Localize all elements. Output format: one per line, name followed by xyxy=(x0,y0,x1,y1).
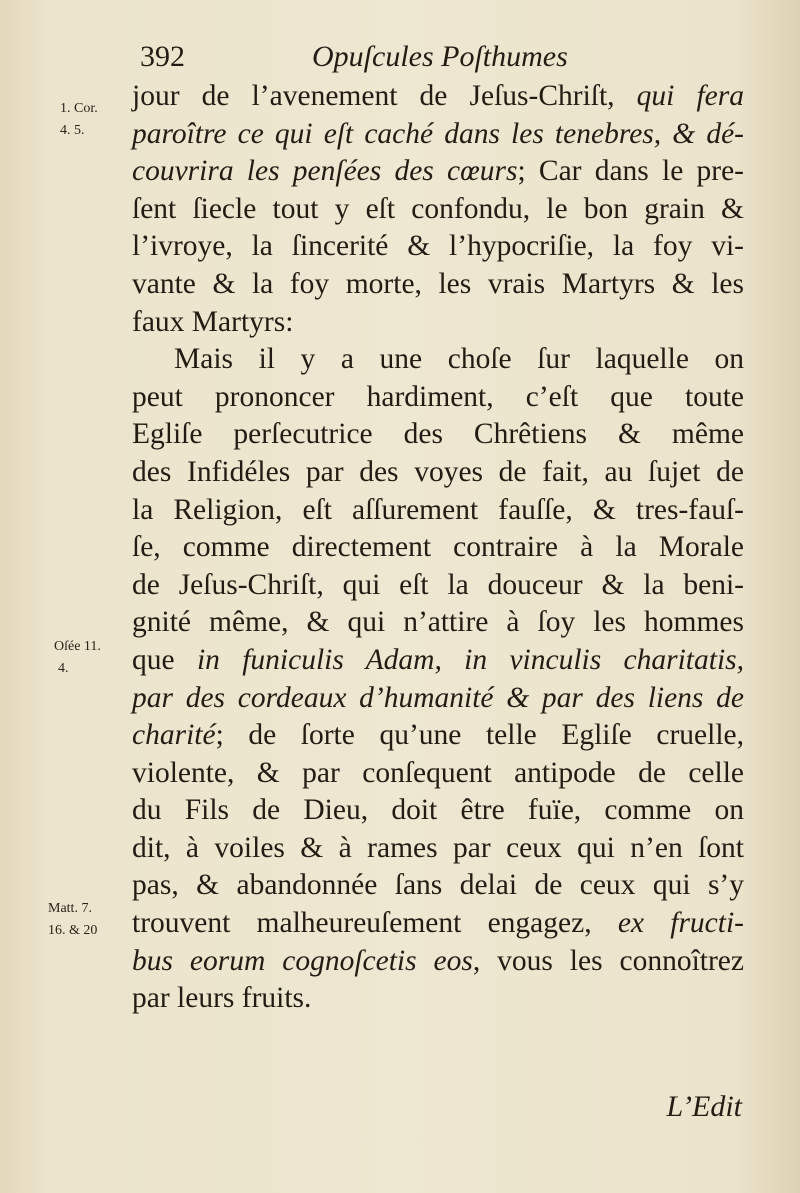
roman-text: ſe, comme directement contraire à la Morale xyxy=(132,531,744,564)
text-line xyxy=(132,379,744,417)
page-number: 392 xyxy=(140,40,185,73)
text-line xyxy=(132,78,744,116)
roman-text: ; de ſorte qu’une telle Egliſe cruelle, xyxy=(215,719,744,752)
page-header xyxy=(140,40,740,80)
roman-text: ; Car dans le pre- xyxy=(517,155,744,188)
margin-note-line: Oſée 11. xyxy=(54,639,101,654)
text-line xyxy=(132,717,744,755)
italic-text: charité xyxy=(132,719,216,752)
roman-text: dit, à voiles & à rames par ceux qui n’en ſont xyxy=(132,831,744,864)
text-line xyxy=(132,567,744,605)
roman-text: par leurs fruits. xyxy=(132,982,312,1015)
text-line xyxy=(132,604,744,642)
text-line xyxy=(132,943,744,981)
roman-text: peut prononcer hardiment, c’eſt que toute xyxy=(132,380,744,413)
roman-text: pas, & abandonnée ſans delai de ceux qui s’y xyxy=(132,869,744,902)
text-line xyxy=(132,416,744,454)
margin-note-line: 4. 5. xyxy=(60,123,85,138)
roman-text: des Infidéles par des voyes de fait, au ſujet de xyxy=(132,455,744,488)
text-line xyxy=(132,454,744,492)
text-line xyxy=(132,830,744,868)
italic-text: couvrira les penſées des cœurs xyxy=(132,155,518,188)
roman-text: l’ivroye, la ſincerité & l’hypocriſie, la foy vi- xyxy=(132,230,744,263)
roman-text: trouvent malheureuſement engagez, xyxy=(132,907,618,940)
roman-text: jour de l’avenement de Jeſus-Chriſt, xyxy=(132,80,637,112)
margin-note-cor xyxy=(60,98,98,142)
italic-text: qui fera xyxy=(636,80,744,112)
margin-note-line: 1. Cor. xyxy=(60,101,98,116)
text-line xyxy=(132,867,744,905)
roman-text: vante & la foy morte, les vrais Martyrs & les xyxy=(132,267,744,300)
roman-text: , vous les connoîtrez xyxy=(472,944,744,977)
text-line xyxy=(132,980,744,1018)
roman-text: violente, & par conſequent antipode de celle xyxy=(132,756,744,789)
roman-text: faux Martyrs: xyxy=(132,305,294,338)
italic-text: paroître ce qui eſt caché dans les tenebres, & dé- xyxy=(132,117,744,150)
roman-text: que xyxy=(132,643,197,676)
text-line xyxy=(132,755,744,793)
text-line xyxy=(132,266,744,304)
roman-text: la Religion, eſt aſſurement fauſſe, & tres-fauſ- xyxy=(132,493,744,526)
running-title: Opuſcules Poſthumes xyxy=(312,40,568,73)
text-line xyxy=(132,792,744,830)
margin-note-osee xyxy=(54,636,101,680)
text-line xyxy=(132,304,744,342)
margin-note-matt xyxy=(48,898,97,942)
roman-text: de Jeſus-Chriſt, qui eſt la douceur & la beni- xyxy=(132,568,744,601)
text-line xyxy=(132,228,744,266)
catchword: L’Edit xyxy=(666,1090,742,1123)
text-line xyxy=(132,341,744,379)
roman-text: du Fils de Dieu, doit être fuïe, comme on xyxy=(132,794,744,827)
text-line xyxy=(132,492,744,530)
roman-text: ſent ſiecle tout y eſt confondu, le bon grain & xyxy=(132,192,744,225)
roman-text: Mais il y a une choſe ſur laquelle on xyxy=(174,343,744,376)
text-line xyxy=(132,680,744,718)
text-line xyxy=(132,191,744,229)
text-line xyxy=(132,529,744,567)
roman-text: Egliſe perſecutrice des Chrêtiens & même xyxy=(132,418,744,451)
roman-text: gnité même, & qui n’attire à ſoy les hommes xyxy=(132,606,744,639)
italic-text: in funiculis Adam, in vinculis charitatis, xyxy=(196,643,745,676)
text-line xyxy=(132,116,744,154)
italic-text: par des cordeaux d’humanité & par des liens de xyxy=(132,681,744,714)
italic-text: bus eorum cognoſcetis eos xyxy=(132,944,473,977)
body-text xyxy=(132,78,744,1018)
text-line xyxy=(132,153,744,191)
margin-note-line: Matt. 7. xyxy=(48,901,92,916)
text-line xyxy=(132,642,744,680)
margin-note-line: 16. & 20 xyxy=(48,923,98,938)
italic-text: ex fructi- xyxy=(617,907,744,940)
margin-note-line: 4. xyxy=(58,661,69,676)
text-line xyxy=(132,905,744,943)
